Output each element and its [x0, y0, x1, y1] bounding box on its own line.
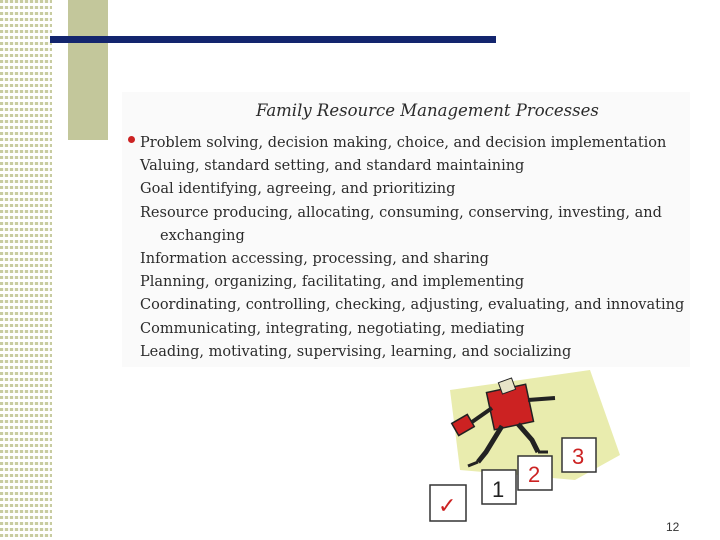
calendar-page-3-icon [562, 438, 596, 472]
list-item: Planning, organizing, facilitating, and implementing [140, 274, 525, 291]
decorative-olive-block [68, 0, 108, 140]
list-item: Goal identifying, agreeing, and prioritizing [140, 181, 456, 198]
list-item: Problem solving, decision making, choice, and decision implementation [140, 135, 667, 151]
slide-title: Family Resource Management Processes [256, 101, 599, 120]
page-number: 12 [666, 520, 680, 534]
list-item: Coordinating, controlling, checking, adjusting, evaluating, and innovating [140, 297, 685, 314]
list-item: Communicating, integrating, negotiating, mediating [140, 320, 525, 337]
process-list [140, 132, 684, 364]
calendar-number-3: 3 [572, 444, 585, 469]
list-item: Information accessing, processing, and sharing [140, 251, 489, 268]
running-calendar-clipart [420, 360, 620, 530]
list-item: Leading, motivating, supervising, learning, and socializing [140, 343, 572, 360]
list-item-continuation: exchanging [160, 227, 245, 244]
calendar-number-1: 1 [492, 477, 505, 502]
calendar-number-2: 2 [528, 462, 541, 487]
title-rule [50, 36, 496, 43]
list-item: Resource producing, allocating, consuming, conserving, investing, and [140, 204, 662, 221]
bullet-icon [128, 136, 135, 143]
calendar-page-1-icon [482, 470, 516, 504]
calendar-check-mark: ✓ [438, 494, 457, 519]
calendar-page-2-icon [518, 456, 552, 490]
decorative-stripe-bar [0, 0, 52, 540]
list-item: Valuing, standard setting, and standard maintaining [140, 158, 525, 175]
calendar-check-icon [430, 485, 466, 521]
